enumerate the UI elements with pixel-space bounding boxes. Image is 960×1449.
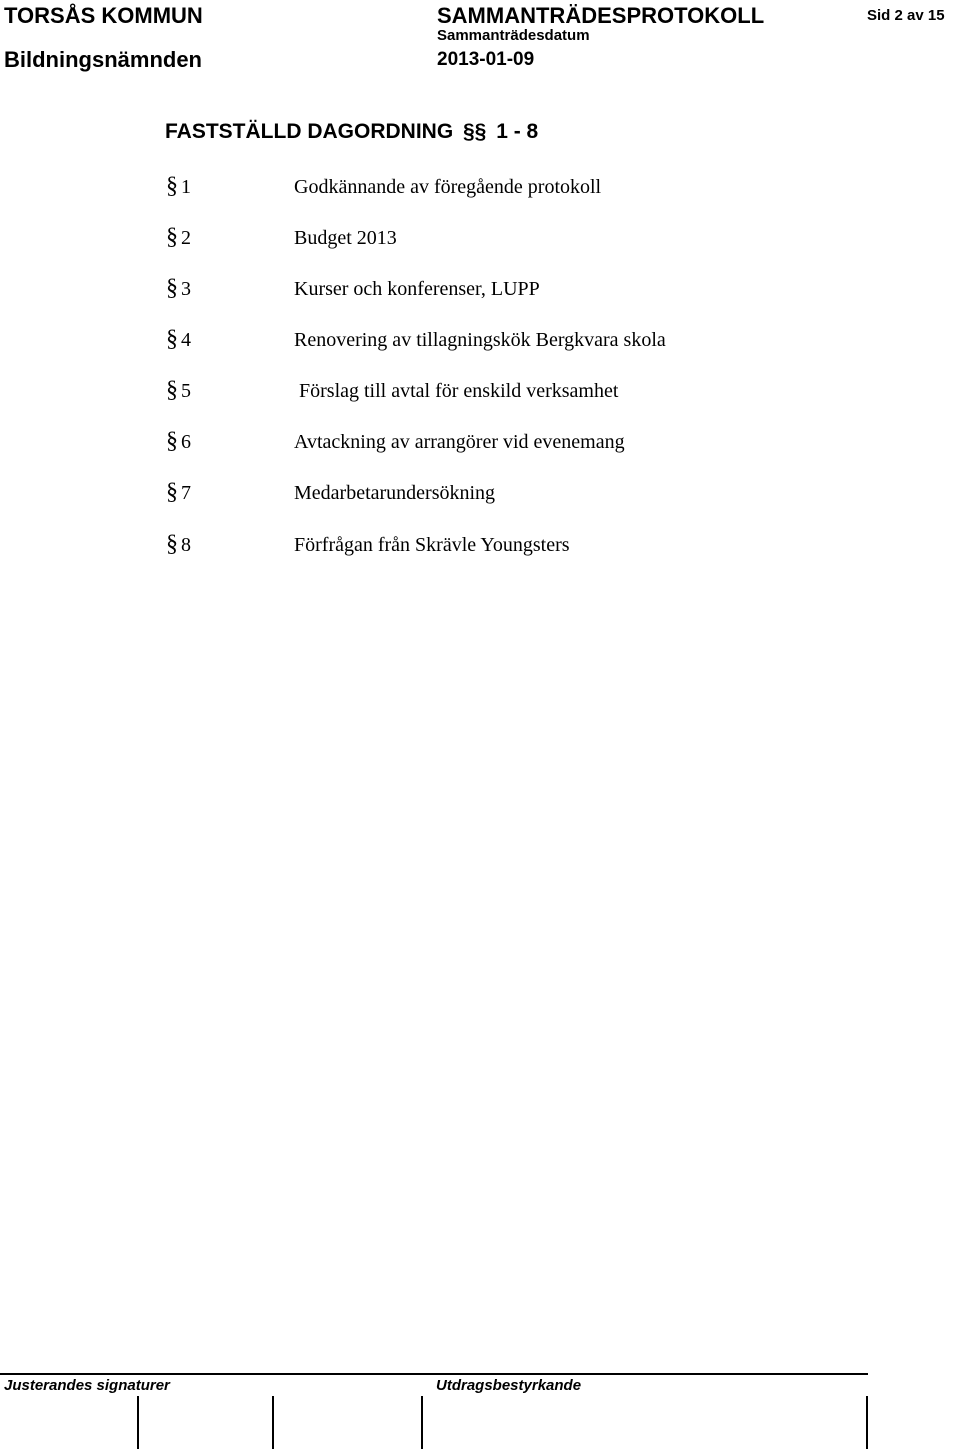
paragraph-mark: § — [166, 275, 178, 301]
committee-name: Bildningsnämnden — [4, 47, 202, 72]
page-number: Sid 2 av 15 — [867, 7, 945, 24]
agenda-item — [0, 529, 900, 559]
section-title — [165, 120, 538, 144]
signature-box-divider — [866, 1396, 868, 1449]
paragraph-mark: § — [166, 224, 178, 250]
signature-box-divider — [421, 1396, 423, 1449]
paragraph-mark: §§ — [463, 120, 487, 143]
signature-box-divider — [272, 1396, 274, 1449]
agenda-item — [0, 375, 900, 405]
agenda-item-number: 3 — [181, 278, 191, 300]
agenda-item — [0, 477, 900, 507]
agenda-item — [0, 426, 900, 456]
paragraph-mark: § — [166, 531, 178, 557]
meeting-date-label: Sammanträdesdatum — [437, 27, 590, 44]
agenda-item — [0, 222, 900, 252]
agenda-item-text: Budget 2013 — [294, 227, 397, 249]
paragraph-mark: § — [166, 326, 178, 352]
paragraph-mark: § — [166, 377, 178, 403]
agenda-item-number: 6 — [181, 431, 191, 453]
agenda-item-number: 4 — [181, 329, 191, 351]
agenda-item-number: 5 — [181, 380, 191, 402]
extract-label: Utdragsbestyrkande — [436, 1377, 582, 1394]
agenda-item-text: Medarbetarundersökning — [294, 482, 496, 504]
agenda-item-text: Kurser och konferenser, LUPP — [294, 278, 540, 300]
signatures-label: Justerandes signaturer — [4, 1377, 170, 1394]
agenda-item-text: Förfrågan från Skrävle Youngsters — [294, 534, 570, 556]
agenda-item-number: 8 — [181, 534, 191, 556]
agenda-item-text: Godkännande av föregående protokoll — [294, 176, 602, 198]
paragraph-mark: § — [166, 173, 178, 199]
section-range: 1 - 8 — [496, 120, 539, 143]
municipality-name: TORSÅS KOMMUN — [4, 3, 203, 28]
paragraph-mark: § — [166, 428, 178, 454]
agenda-item-number: 1 — [181, 176, 191, 198]
agenda-item-text: Renovering av tillagningskök Bergkvara skola — [294, 329, 666, 351]
agenda-item-text: Förslag till avtal för enskild verksamhet — [294, 380, 619, 402]
agenda-item — [0, 273, 900, 303]
agenda-item-number: 7 — [181, 482, 191, 504]
document-type: SAMMANTRÄDESPROTOKOLL — [437, 3, 765, 28]
paragraph-mark: § — [166, 479, 178, 505]
footer-top-rule — [0, 1373, 868, 1375]
agenda-item-text: Avtackning av arrangörer vid evenemang — [294, 431, 625, 453]
agenda-item — [0, 324, 900, 354]
signature-box-divider — [137, 1396, 139, 1449]
agenda-item-number: 2 — [181, 227, 191, 249]
section-title-text: FASTSTÄLLD DAGORDNING — [165, 120, 454, 143]
meeting-date: 2013-01-09 — [437, 49, 535, 70]
agenda-item — [0, 171, 900, 201]
